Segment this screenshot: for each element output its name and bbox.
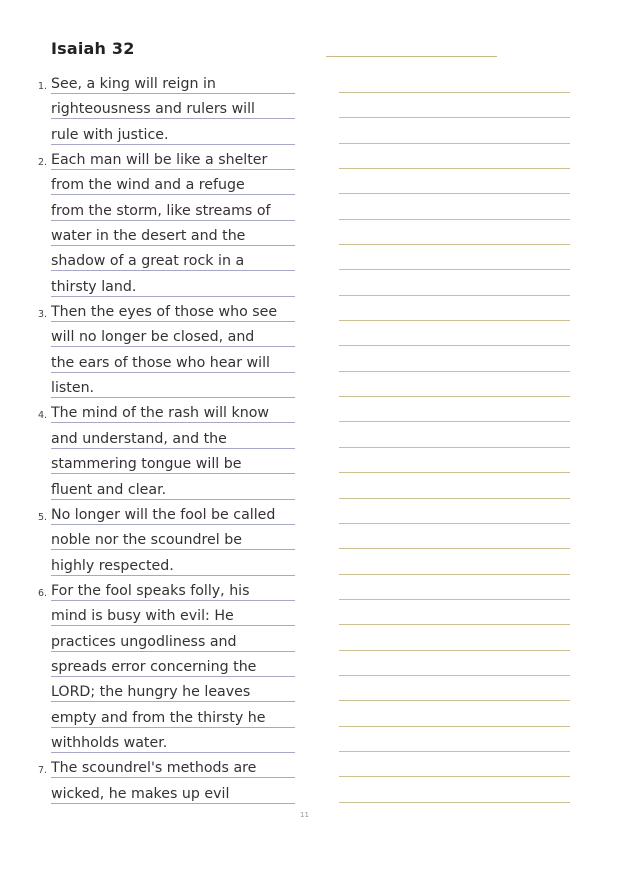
verse-underline bbox=[51, 169, 295, 170]
verse-text: Then the eyes of those who see bbox=[51, 304, 278, 321]
verse-text: mind is busy with evil: He bbox=[51, 608, 234, 625]
verse-text: highly respected. bbox=[51, 557, 174, 574]
verse-underline bbox=[51, 727, 295, 728]
verse-underline bbox=[51, 575, 295, 576]
verse-text: See, a king will reign in bbox=[51, 76, 216, 92]
verse-number: 5. bbox=[38, 511, 48, 523]
verse-underline bbox=[51, 296, 295, 297]
title-writing-line bbox=[326, 56, 497, 57]
verse-text: practices ungodliness and bbox=[51, 633, 237, 650]
verse-text: empty and from the thirsty he bbox=[51, 709, 266, 726]
writing-line[interactable] bbox=[339, 250, 570, 275]
writing-line[interactable] bbox=[339, 174, 570, 199]
verse-line bbox=[0, 681, 310, 706]
writing-line[interactable] bbox=[339, 605, 570, 630]
verse-text: wicked, he makes up evil bbox=[51, 785, 230, 802]
verse-number: 3. bbox=[38, 309, 48, 321]
verse-text: LORD; the hungry he leaves bbox=[51, 684, 251, 701]
writing-line[interactable] bbox=[339, 453, 570, 478]
verse-line bbox=[0, 555, 310, 580]
verse-line bbox=[0, 174, 310, 199]
verse-text: from the storm, like streams of bbox=[51, 202, 271, 219]
writing-line[interactable] bbox=[339, 73, 570, 98]
verse-text: The mind of the rash will know bbox=[51, 405, 269, 422]
verse-line bbox=[0, 402, 310, 427]
verse-underline bbox=[51, 270, 295, 271]
writing-line[interactable] bbox=[339, 301, 570, 326]
verse-number: 4. bbox=[38, 410, 48, 422]
writing-line[interactable] bbox=[339, 529, 570, 554]
verse-underline bbox=[51, 245, 295, 246]
verse-number: 2. bbox=[38, 157, 48, 169]
verse-line bbox=[0, 326, 310, 351]
verse-underline bbox=[51, 346, 295, 347]
verse-underline bbox=[51, 194, 295, 195]
verse-line bbox=[0, 732, 310, 757]
writing-line[interactable] bbox=[339, 631, 570, 656]
writing-line[interactable] bbox=[339, 377, 570, 402]
verse-underline bbox=[51, 549, 295, 550]
verse-text: spreads error concerning the bbox=[51, 658, 257, 675]
verse-line bbox=[0, 656, 310, 681]
writing-line[interactable] bbox=[339, 149, 570, 174]
verse-underline bbox=[51, 372, 295, 373]
verse-number: 6. bbox=[38, 587, 48, 599]
verse-column bbox=[0, 73, 310, 808]
verse-line bbox=[0, 631, 310, 656]
verse-underline bbox=[51, 220, 295, 221]
verse-line bbox=[0, 783, 310, 808]
verse-text: withholds water. bbox=[51, 734, 168, 751]
writing-line[interactable] bbox=[339, 402, 570, 427]
verse-underline bbox=[51, 701, 295, 702]
verse-underline bbox=[51, 448, 295, 449]
verse-text: shadow of a great rock in a bbox=[51, 253, 245, 270]
writing-line[interactable] bbox=[339, 555, 570, 580]
verse-line bbox=[0, 605, 310, 630]
writing-line[interactable] bbox=[339, 98, 570, 123]
page-title: Isaiah 32 bbox=[51, 39, 135, 58]
writing-line[interactable] bbox=[339, 681, 570, 706]
verse-text: noble nor the scoundrel be bbox=[51, 532, 242, 549]
verse-underline bbox=[51, 625, 295, 626]
verse-underline bbox=[51, 499, 295, 500]
writing-line[interactable] bbox=[339, 732, 570, 757]
writing-line[interactable] bbox=[339, 656, 570, 681]
verse-number: 1. bbox=[38, 81, 48, 92]
writing-line[interactable] bbox=[339, 428, 570, 453]
verse-underline bbox=[51, 422, 295, 423]
writing-line[interactable] bbox=[339, 200, 570, 225]
verse-line bbox=[0, 301, 310, 326]
verse-underline bbox=[51, 321, 295, 322]
writing-column bbox=[339, 73, 570, 808]
verse-line bbox=[0, 529, 310, 554]
verse-line bbox=[0, 453, 310, 478]
verse-underline bbox=[51, 118, 295, 119]
verse-underline bbox=[51, 651, 295, 652]
verse-text: For the fool speaks folly, his bbox=[51, 582, 250, 599]
verse-text: the ears of those who hear will bbox=[51, 354, 270, 371]
verse-text: The scoundrel's methods are bbox=[51, 760, 257, 777]
verse-underline bbox=[51, 600, 295, 601]
verse-text: righteousness and rulers will bbox=[51, 101, 256, 118]
verse-text: thirsty land. bbox=[51, 278, 137, 295]
writing-line[interactable] bbox=[339, 504, 570, 529]
verse-line bbox=[0, 200, 310, 225]
verse-text: No longer will the fool be called bbox=[51, 506, 276, 523]
writing-line[interactable] bbox=[339, 479, 570, 504]
verse-line bbox=[0, 707, 310, 732]
writing-line[interactable] bbox=[339, 757, 570, 782]
verse-line bbox=[0, 149, 310, 174]
verse-line bbox=[0, 428, 310, 453]
verse-underline bbox=[51, 473, 295, 474]
verse-text: fluent and clear. bbox=[51, 481, 167, 498]
writing-line[interactable] bbox=[339, 276, 570, 301]
writing-line[interactable] bbox=[339, 352, 570, 377]
writing-line[interactable] bbox=[339, 783, 570, 808]
verse-line bbox=[0, 98, 310, 123]
verse-line bbox=[0, 504, 310, 529]
verse-line bbox=[0, 225, 310, 250]
writing-line[interactable] bbox=[339, 225, 570, 250]
verse-text: will no longer be closed, and bbox=[51, 329, 255, 346]
writing-line[interactable] bbox=[339, 580, 570, 605]
verse-number: 7. bbox=[38, 765, 48, 777]
verse-line bbox=[0, 352, 310, 377]
verse-underline bbox=[51, 777, 295, 778]
verse-underline bbox=[51, 676, 295, 677]
verse-underline bbox=[51, 144, 295, 145]
writing-line[interactable] bbox=[339, 124, 570, 149]
verse-text: water in the desert and the bbox=[51, 228, 246, 245]
verse-line bbox=[0, 250, 310, 275]
verse-line bbox=[0, 73, 310, 98]
verse-underline bbox=[51, 397, 295, 398]
verse-line bbox=[0, 580, 310, 605]
verse-underline bbox=[51, 803, 295, 804]
verse-underline bbox=[51, 752, 295, 753]
verse-text: listen. bbox=[51, 380, 95, 397]
verse-line bbox=[0, 377, 310, 402]
writing-line[interactable] bbox=[339, 326, 570, 351]
verse-line bbox=[0, 276, 310, 301]
verse-text: from the wind and a refuge bbox=[51, 177, 245, 194]
writing-line[interactable] bbox=[339, 707, 570, 732]
verse-line bbox=[0, 479, 310, 504]
verse-text: Each man will be like a shelter bbox=[51, 152, 268, 169]
verse-line bbox=[0, 757, 310, 782]
verse-underline bbox=[51, 524, 295, 525]
verse-text: rule with justice. bbox=[51, 126, 169, 143]
verse-text: and understand, and the bbox=[51, 430, 227, 447]
page-number: 11 bbox=[300, 811, 309, 819]
verse-text: stammering tongue will be bbox=[51, 456, 242, 473]
verse-line bbox=[0, 124, 310, 149]
verse-underline bbox=[51, 93, 295, 94]
